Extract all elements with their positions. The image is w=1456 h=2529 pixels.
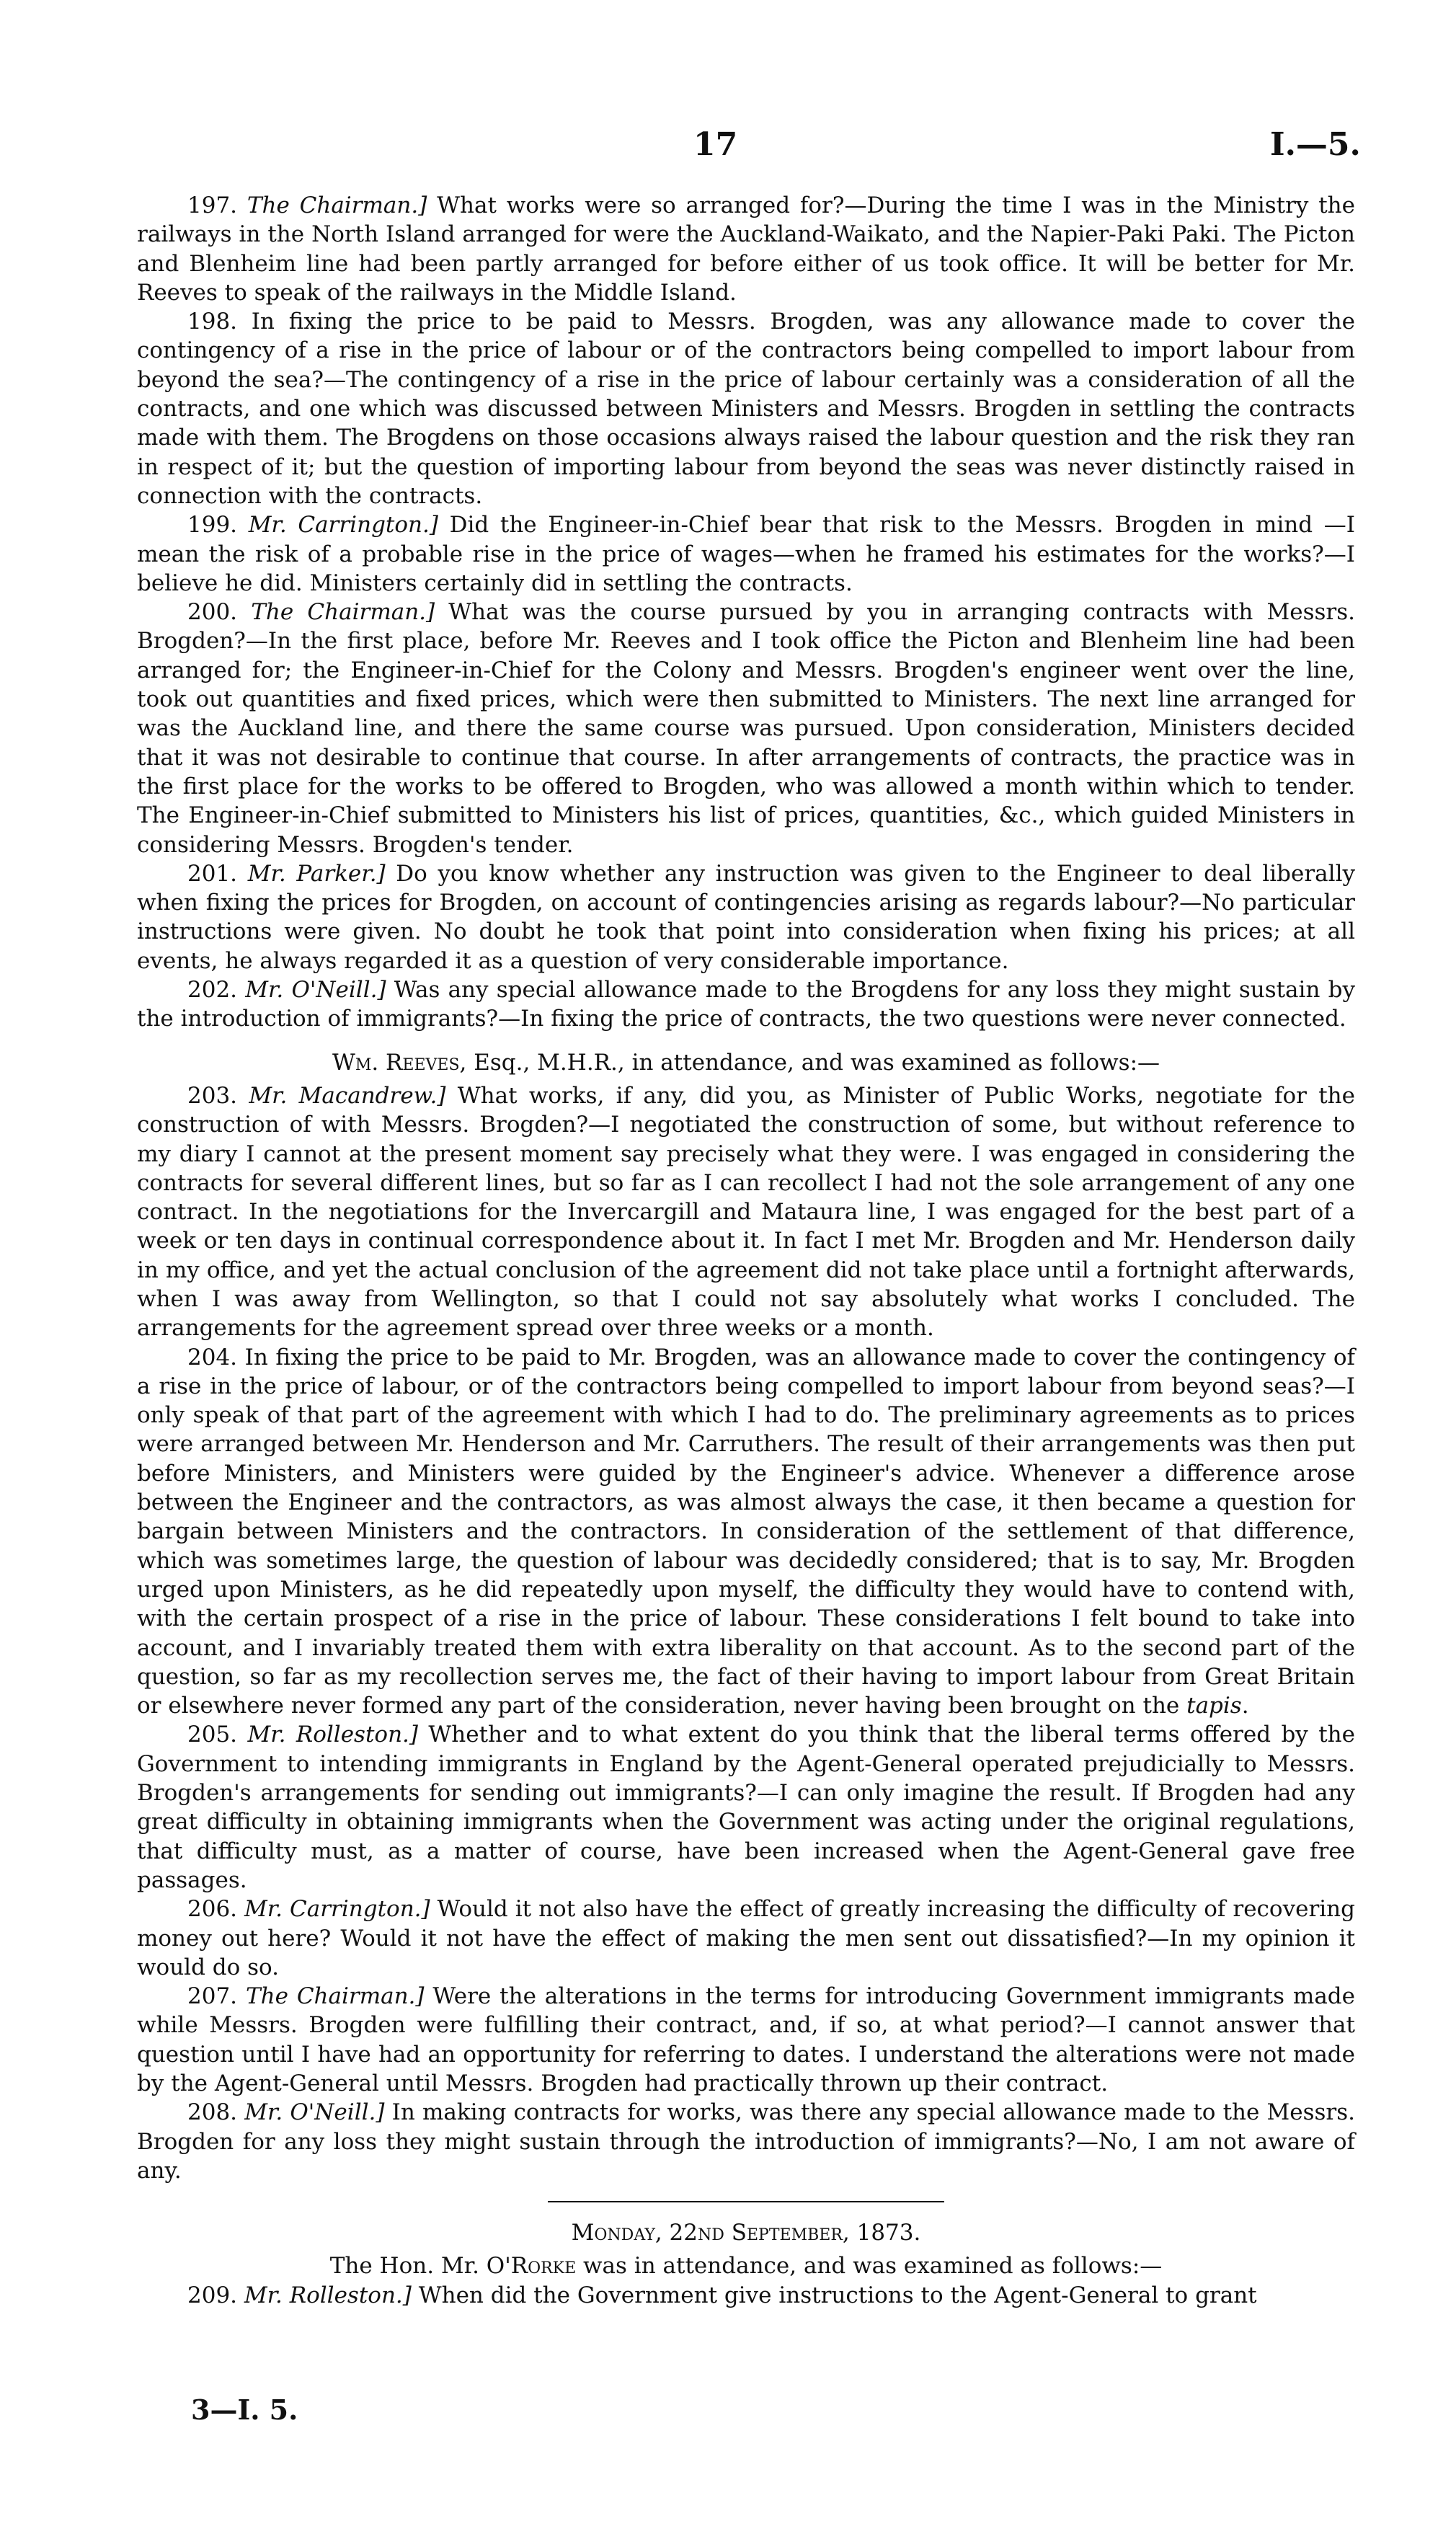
question-200: 200. The Chairman.] What was the course pursued by you in arranging contracts with Messrs. Brogden?—In the first place, before Mr. Reeves and I took office the Picton and Blenheim line had been arranged for; the Engineer-in-Chief for the Colony and Messrs. Brogden's engineer went over the line, took out quantities and fixed prices, which were then submitted to Ministers. The next line arranged for was the Auckland line, and there the same course was pursued. Upon consideration, Ministers decided that it was not desirable to continue that course. In after arrangements of contracts, the practice was in the first place for the works to be offered to Brogden, who was allowed a month within which to tender. The Engineer-in-Chief submitted to Ministers his list of prices, quantities, &c., which guided Ministers in considering Messrs. Brogden's tender. bbox=[137, 599, 1355, 858]
speaker: Mr. Parker.] bbox=[247, 860, 386, 887]
speaker: Mr. Rolleston.] bbox=[247, 1722, 418, 1748]
witness-heading: Wm. Reeves, Esq., M.H.R., in attendance, and was examined as follows:— bbox=[332, 1049, 1160, 1076]
question-204: 204. In fixing the price to be paid to Mr. Brogden, was an allowance made to cover the contingency of a rise in the price of labour, or of the contractors being compelled to import labour from beyond seas?—I only speak of that part of the agreement with which I had to do. The preliminary agreements as to prices were arranged between Mr. Henderson and Mr. Carruthers. The result of their arrangements was then put before Ministers, and Ministers were guided by the Engineer's advice. Whenever a difference arose between the Engineer and the contractors, as was almost always the case, it then became a question for bargain between Ministers and the contractors. In consideration of the settlement of that difference, which was sometimes large, the question of labour was decidedly considered; that is to say, Mr. Brogden urged upon Ministers, as he did repeatedly upon myself, the difficulty they would have to contend with, with the certain prospect of a rise in the price of labour. These considerations I felt bound to take into account, and I invariably treated them with extra liberality on that account. As to the second part of the question, so far as my recollection serves me, the fact of their having to import labour from Great Britain or elsewhere never formed any part of the consideration, never having been brought on the tapis. bbox=[137, 1344, 1355, 1719]
speaker: Mr. Carrington.] bbox=[244, 1896, 430, 1923]
question-209: 209. Mr. Rolleston.] When did the Government give instructions to the Agent-General to grant bbox=[187, 2282, 1257, 2308]
minutes-body bbox=[137, 191, 1355, 2310]
session-witness: The Hon. Mr. O'Rorke was in attendance, and was examined as follows:— bbox=[329, 2253, 1163, 2280]
question-198: 198. In fixing the price to be paid to Messrs. Brogden, was any allowance made to cover the contingency of a rise in the price of labour or of the contractors being compelled to import labour from beyond the sea?—The contingency of a rise in the price of labour certainly was a consideration of all the contracts, and one which was discussed between Ministers and Messrs. Brogden in settling the contracts made with them. The Brogdens on those occasions always raised the labour question and the risk they ran in respect of it; but the question of importing labour from beyond the seas was never distinctly raised in connection with the contracts. bbox=[137, 309, 1355, 509]
page-number: 17 bbox=[693, 126, 738, 163]
speaker: Mr. Rolleston.] bbox=[244, 2282, 412, 2308]
speaker: The Chairman.] bbox=[245, 1983, 425, 2010]
question-206: 206. Mr. Carrington.] Would it not also have the effect of greatly increasing the difficulty of recovering money out here? Would it not have the effect of making the men sent out dissatisfied?—In my opinion it would do so. bbox=[137, 1896, 1355, 1980]
question-202: 202. Mr. O'Neill.] Was any special allowance made to the Brogdens for any loss they might sustain by the introduction of immigrants?—In fixing the price of contracts, the two questions were never connected. bbox=[137, 977, 1355, 1032]
speaker: Mr. O'Neill.] bbox=[244, 2099, 385, 2126]
section-divider bbox=[548, 2201, 944, 2202]
speaker: The Chairman.] bbox=[251, 599, 435, 626]
question-197: 197. The Chairman.] What works were so arranged for?—During the time I was in the Ministry the railways in the North Island arranged for were the Auckland-Waikato, and the Napier-Paki Paki. The Picton and Blenheim line had been partly arranged for before either of us took office. It will be better for Mr. Reeves to speak of the railways in the Middle Island. bbox=[137, 192, 1355, 306]
session-date: Monday, 22nd September, 1873. bbox=[571, 2220, 921, 2246]
signature-reference: 3—I. 5. bbox=[191, 2393, 298, 2426]
speaker: The Chairman.] bbox=[247, 192, 427, 218]
question-207: 207. The Chairman.] Were the alterations in the terms for introducing Government immigrants made while Messrs. Brogden were fulfilling their contract, and, if so, at what period?—I cannot answer that question until I have had an opportunity for referring to dates. I understand the alterations were not made by the Agent-General until Messrs. Brogden had practically thrown up their contract. bbox=[137, 1983, 1356, 2096]
question-205: 205. Mr. Rolleston.] Whether and to what extent do you think that the liberal terms offered by the Government to intending immigrants in England by the Agent-General operated prejudicially to Messrs. Brogden's arrangements for sending out immigrants?—I can only imagine the result. If Brogden had any great difficulty in obtaining immigrants when the Government was acting under the original regulations, that difficulty must, as a matter of course, have been increased when the Agent-General gave free passages. bbox=[137, 1722, 1355, 1893]
speaker: Mr. Macandrew.] bbox=[249, 1082, 446, 1109]
speaker: Mr. O'Neill.] bbox=[245, 977, 386, 1004]
question-201: 201. Mr. Parker.] Do you know whether any instruction was given to the Engineer to deal liberally when fixing the prices for Brogden, on account of contingencies arising as regards labour?—No particular instructions were given. No doubt he took that point into consideration when fixing his prices; at all events, he always regarded it as a question of very considerable importance. bbox=[137, 860, 1355, 974]
speaker: Mr. Carrington.] bbox=[248, 512, 438, 539]
question-208: 208. Mr. O'Neill.] In making contracts for works, was there any special allowance made to the Messrs. Brogden for any loss they might sustain through the introduction of immigrants?—No, I am not aware of any. bbox=[137, 2099, 1356, 2184]
question-199: 199. Mr. Carrington.] Did the Engineer-in-Chief bear that risk to the Messrs. Brogden in mind —I mean the risk of a probable rise in the price of wages—when he framed his estimates for the works?—I believe he did. Ministers certainly did in settling the contracts. bbox=[137, 512, 1355, 596]
paper-reference: I.—5. bbox=[1270, 126, 1361, 163]
question-203: 203. Mr. Macandrew.] What works, if any, did you, as Minister of Public Works, negotiate for the construction of with Messrs. Brogden?—I negotiated the construction of some, but without reference to my diary I cannot at the present moment say precisely what they were. I was engaged in considering the contracts for several different lines, but so far as I can recollect I had not the sole arrangement of any one contract. In the negotiations for the Invercargill and Mataura line, I was engaged for the best part of a week or ten days in continual correspondence about it. In fact I met Mr. Brogden and Mr. Henderson daily in my office, and yet the actual conclusion of the agreement did not take place until a fortnight afterwards, when I was away from Wellington, so that I could not say absolutely what works I concluded. The arrangements for the agreement spread over three weeks or a month. bbox=[137, 1082, 1355, 1342]
